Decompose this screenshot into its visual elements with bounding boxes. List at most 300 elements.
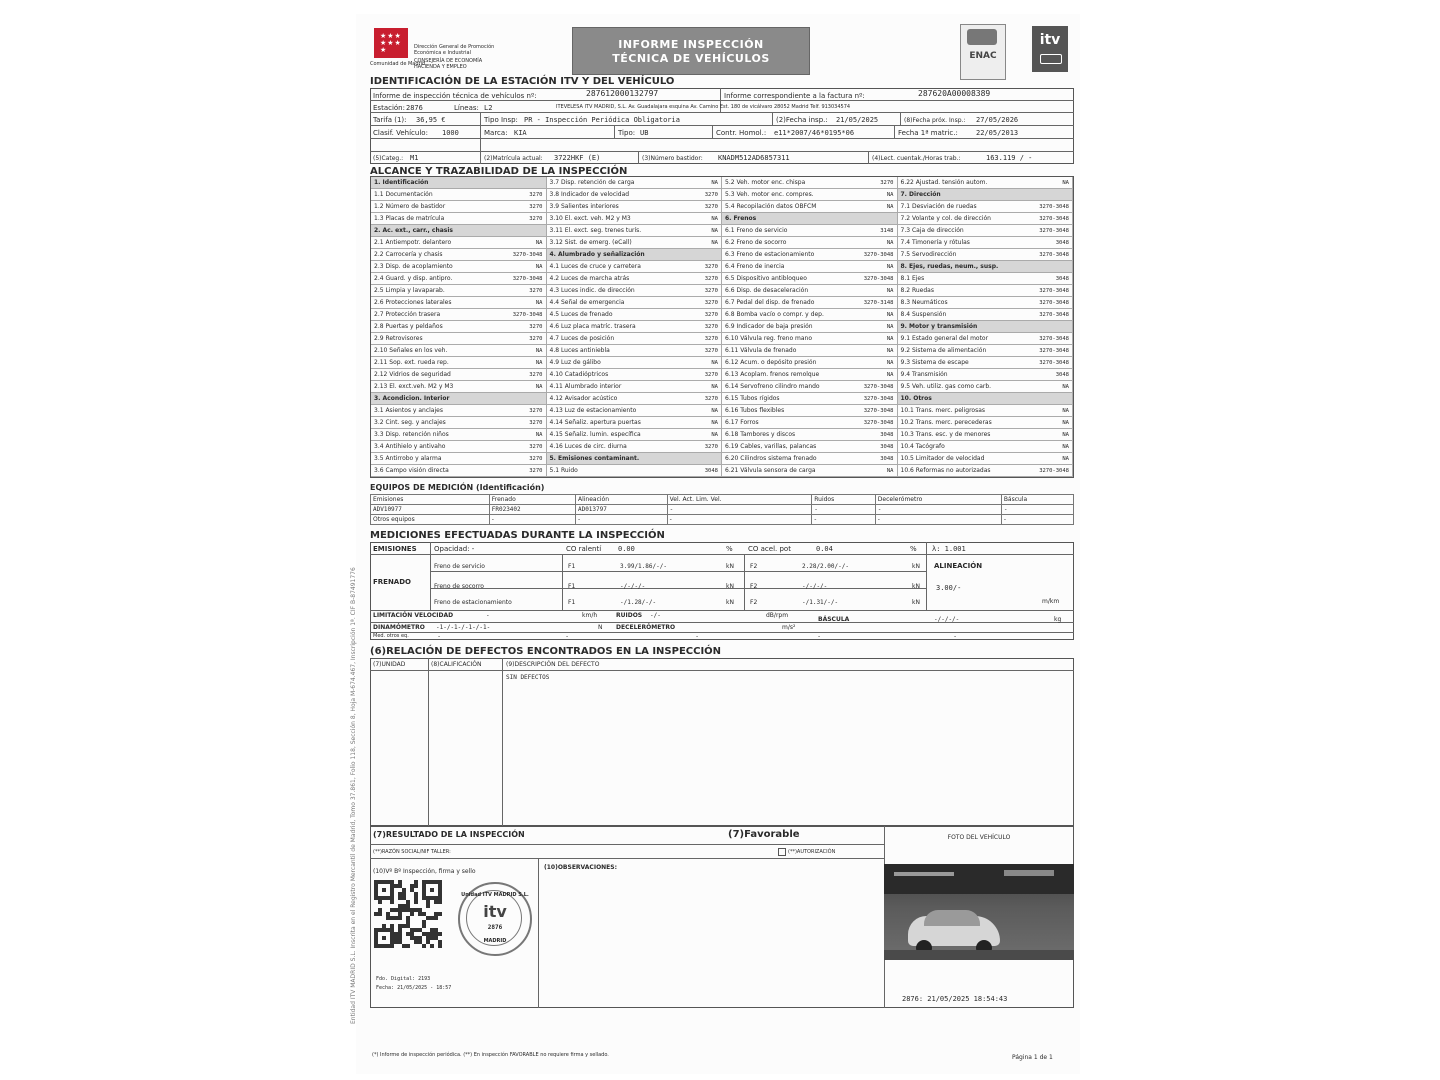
inspection-item-value: 3048 bbox=[1055, 275, 1069, 282]
inspection-item-label: 6.19 Cables, varillas, palancas bbox=[725, 443, 817, 450]
inspection-item-value: 3048 bbox=[704, 467, 718, 474]
inspection-item bbox=[722, 465, 898, 477]
inspection-item-value: NA bbox=[711, 383, 718, 390]
alineacion-label: ALINEACIÓN bbox=[934, 562, 983, 570]
inspection-item-label: 4.1 Luces de cruce y carretera bbox=[549, 263, 641, 270]
inspection-item-value: NA bbox=[886, 467, 894, 474]
inspection-item-label: 10.4 Tacógrafo bbox=[900, 443, 945, 450]
inspection-item-label: 10.3 Trans. esc. y de menores bbox=[900, 431, 991, 438]
inspection-item bbox=[898, 429, 1074, 441]
lineas-value: L2 bbox=[484, 104, 493, 112]
equipos-header: Decelerómetro bbox=[875, 495, 1001, 505]
otros-equipos-value: - bbox=[575, 515, 667, 525]
inspection-item bbox=[547, 213, 723, 225]
banner-title-line-2: TÉCNICA DE VEHÍCULOS bbox=[612, 52, 770, 65]
freno-estacionamiento-label: Freno de estacionamiento bbox=[434, 599, 512, 606]
lineas-label: Líneas: bbox=[454, 104, 479, 112]
inspection-item bbox=[371, 333, 547, 345]
razon-social-label: (**)RAZÓN SOCIAL/NIF TALLER: bbox=[373, 849, 451, 855]
itv-seal-icon bbox=[458, 882, 532, 956]
inspection-item bbox=[547, 405, 723, 417]
tipo-insp-value: PR - Inspección Periódica Obligatoria bbox=[524, 116, 680, 124]
ruidos-value: -/- bbox=[650, 612, 661, 619]
inspection-item-label: 6.6 Disp. de desaceleración bbox=[725, 287, 809, 294]
otros-equipos-value: - bbox=[667, 515, 812, 525]
inspection-item bbox=[898, 285, 1074, 297]
left-org-line-1: Dirección General de Promoción bbox=[414, 44, 495, 50]
id-section-title: IDENTIFICACIÓN DE LA ESTACIÓN ITV Y DEL VEHÍCULO bbox=[370, 76, 675, 87]
inspection-item-value: 3270-3048 bbox=[863, 383, 894, 390]
inspection-item bbox=[898, 177, 1074, 189]
inspection-item bbox=[722, 381, 898, 393]
equipos-value: - bbox=[667, 505, 812, 515]
bastidor-label: (3)Número bastidor: bbox=[642, 155, 703, 162]
inspection-item-label: 7.4 Timonería y rótulas bbox=[900, 239, 970, 246]
matricula-value: 3722HKF (E) bbox=[554, 154, 601, 162]
co-ralenti-label: CO ralentí bbox=[566, 545, 602, 553]
inspection-item-value: 3270-3048 bbox=[1039, 359, 1069, 366]
inspection-item bbox=[722, 297, 898, 309]
inspection-item-label: 6.22 Ajustad. tensión autom. bbox=[900, 179, 988, 186]
inspection-item bbox=[371, 357, 547, 369]
inspection-item-value: 3270-3048 bbox=[512, 275, 543, 282]
f1-label: F1 bbox=[568, 599, 576, 606]
inspection-item bbox=[898, 345, 1074, 357]
defectos-col-unidad: (7)UNIDAD bbox=[373, 661, 406, 668]
dinamometro-label: DINAMÓMETRO bbox=[373, 624, 425, 631]
inspection-item bbox=[722, 309, 898, 321]
inspection-item-value: 3270 bbox=[704, 335, 718, 342]
inspection-item-label: 6.21 Válvula sensora de carga bbox=[725, 467, 816, 474]
med-otros-label: Med. otros eq. bbox=[373, 633, 409, 639]
fecha-prox-label: (8)Fecha próx. Insp.: bbox=[904, 117, 966, 124]
ruidos-label: RUIDOS bbox=[616, 612, 643, 619]
freno-estacion-f2: -/1.31/-/- bbox=[802, 599, 839, 606]
inspection-item-value: 3270 bbox=[704, 395, 718, 402]
inspection-item-label: 10.6 Reformas no autorizadas bbox=[900, 467, 991, 474]
inspection-item bbox=[547, 261, 723, 273]
inspection-item-value: 3270 bbox=[529, 443, 543, 450]
inspection-item bbox=[547, 369, 723, 381]
inspection-item-label: 6.8 Bomba vacío o compr. y dep. bbox=[725, 311, 824, 318]
inspection-item bbox=[547, 321, 723, 333]
inspection-item bbox=[898, 465, 1074, 477]
inspection-item-label: 2.8 Puertas y peldaños bbox=[374, 323, 443, 330]
inspection-item-label: 4.11 Alumbrado interior bbox=[549, 383, 622, 390]
tipo-veh-value: UB bbox=[640, 129, 649, 137]
inspection-item-value: 3270-3048 bbox=[863, 251, 894, 258]
inspection-item-value: 3270 bbox=[704, 287, 718, 294]
inspection-item-label: 2.13 El. exct.veh. M2 y M3 bbox=[374, 383, 454, 390]
tipo-insp-label: Tipo Insp: bbox=[484, 116, 518, 124]
lect-value: 163.119 / - bbox=[986, 154, 1033, 162]
equipos-header: Alineación bbox=[575, 495, 667, 505]
inspection-item-label: 6.17 Forros bbox=[725, 419, 759, 426]
firma-label: (10)Vº Bº Inspección, firma y sello bbox=[373, 868, 476, 875]
inspection-item-label: 6.18 Tambores y discos bbox=[725, 431, 796, 438]
inspection-item bbox=[898, 225, 1074, 237]
inspection-item-value: 3048 bbox=[880, 455, 894, 462]
inspection-item-value: NA bbox=[535, 299, 543, 306]
alcance-grid bbox=[370, 176, 1074, 478]
dinamometro-unit: N bbox=[598, 624, 603, 631]
inspection-item-label: 2.9 Retrovisores bbox=[374, 335, 423, 342]
inspection-item-value: NA bbox=[886, 347, 894, 354]
inspection-item-label: 3.4 Antihielo y antivaho bbox=[374, 443, 446, 450]
inspection-item-value: 3270 bbox=[704, 323, 718, 330]
inspection-item-label: 9. Motor y transmisión bbox=[900, 323, 978, 330]
inspection-item bbox=[898, 453, 1074, 465]
inspection-item-label: 4.9 Luz de gálibo bbox=[549, 359, 601, 366]
inspection-item-value: 3270 bbox=[704, 311, 718, 318]
inspection-item-label: 3.12 Sist. de emerg. (eCall) bbox=[549, 239, 632, 246]
inspection-item-label: 8.1 Ejes bbox=[900, 275, 925, 282]
inspection-item-label: 6.20 Cilindros sistema frenado bbox=[725, 455, 817, 462]
inspection-item-value: NA bbox=[886, 311, 894, 318]
factura-label: Informe correspondiente a la factura nº: bbox=[724, 92, 865, 100]
inspection-item bbox=[371, 177, 547, 189]
qr-code-icon bbox=[374, 880, 442, 948]
inspection-item-label: 3.7 Disp. retención de carga bbox=[549, 179, 635, 186]
inspection-item-label: 2. Ac. ext., carr., chasis bbox=[374, 227, 453, 234]
co-ralenti-value: 0.00 bbox=[618, 545, 635, 553]
bascula-value: -/-/-/- bbox=[934, 616, 960, 623]
inspection-item-label: 3.11 El. exct. seg. trenes turís. bbox=[549, 227, 642, 234]
inspection-item bbox=[371, 417, 547, 429]
inspection-item bbox=[547, 285, 723, 297]
inspection-item-label: 2.6 Protecciones laterales bbox=[374, 299, 452, 306]
banner-title-line-1: INFORME INSPECCIÓN bbox=[618, 38, 764, 51]
inspection-item-value: 3270-3048 bbox=[1039, 251, 1069, 258]
lambda-value: λ: 1.001 bbox=[932, 545, 966, 553]
inspection-item-label: 3. Acondicion. Interior bbox=[374, 395, 450, 402]
emisiones-label: EMISIONES bbox=[373, 545, 417, 553]
inspection-item-label: 3.6 Campo visión directa bbox=[374, 467, 449, 474]
inspection-item-label: 4.10 Catadióptricos bbox=[549, 371, 609, 378]
inspection-item bbox=[722, 285, 898, 297]
registry-side-text: Entidad ITV MADRID S.L. Inscrita en el Registro Mercantil de Madrid, Tomo 37.861, Folio 118, Sección 8, Hoja M-674.467, Inscripción 1ª. CIF B-87491776 bbox=[350, 567, 357, 1024]
inspection-item bbox=[898, 369, 1074, 381]
inspection-item-label: 5.4 Recopilación datos OBFCM bbox=[725, 203, 817, 210]
tipo-veh-label: Tipo: bbox=[618, 129, 636, 137]
inspection-item-label: 7.5 Servodirección bbox=[900, 251, 957, 258]
inspection-item bbox=[722, 417, 898, 429]
inspection-item bbox=[547, 441, 723, 453]
ruidos-unit: dB/rpm bbox=[766, 612, 789, 619]
kn-unit: kN bbox=[726, 583, 734, 590]
inspection-item bbox=[547, 345, 723, 357]
inspection-item bbox=[722, 357, 898, 369]
freno-socorro-f2: -/-/-/- bbox=[802, 583, 828, 590]
enac-text: ENAC bbox=[969, 51, 997, 61]
inspection-item bbox=[898, 213, 1074, 225]
inspection-item bbox=[547, 465, 723, 477]
inspection-item bbox=[898, 357, 1074, 369]
inspection-item-label: 4.16 Luces de circ. diurna bbox=[549, 443, 627, 450]
co-ralenti-unit: % bbox=[726, 545, 733, 553]
inspection-item bbox=[722, 273, 898, 285]
inspection-item-label: 6.3 Freno de estacionamiento bbox=[725, 251, 815, 258]
inspection-item-value: 3270-3048 bbox=[863, 407, 894, 414]
inspection-item-label: 3.10 El. exct. veh. M2 y M3 bbox=[549, 215, 631, 222]
inspection-item-value: NA bbox=[535, 239, 543, 246]
inspection-item-value: NA bbox=[711, 215, 718, 222]
inspection-item-value: NA bbox=[711, 431, 718, 438]
kn-unit: kN bbox=[726, 563, 734, 570]
inspection-item-label: 6. Frenos bbox=[725, 215, 757, 222]
inspection-item-label: 2.3 Disp. de acoplamiento bbox=[374, 263, 453, 270]
inspection-item-value: NA bbox=[711, 227, 718, 234]
inspection-item bbox=[898, 333, 1074, 345]
inspection-item-value: 3270 bbox=[529, 287, 543, 294]
clasif-value: 1000 bbox=[442, 129, 459, 137]
freno-servicio-f1: 3.99/1.86/-/- bbox=[620, 563, 667, 570]
inspection-item-value: 3270 bbox=[529, 407, 543, 414]
inspection-item-value: NA bbox=[1062, 383, 1069, 390]
inspection-item-label: 6.14 Servofreno cilindro mando bbox=[725, 383, 820, 390]
seal-itv-text: itv bbox=[483, 902, 507, 921]
inspection-item bbox=[371, 345, 547, 357]
inspection-item bbox=[547, 273, 723, 285]
inspection-item bbox=[898, 381, 1074, 393]
inspection-item-label: 4.14 Señaliz. apertura puertas bbox=[549, 419, 641, 426]
inspection-item-label: 6.13 Acoplam. frenos remolque bbox=[725, 371, 820, 378]
inspection-item-value: 3270 bbox=[704, 191, 718, 198]
defectos-row-text: SIN DEFECTOS bbox=[506, 674, 550, 681]
inspection-item-label: 1.2 Número de bastidor bbox=[374, 203, 446, 210]
otros-equipos-value: - bbox=[489, 515, 575, 525]
left-org-line-3: CONSEJERÍA DE ECONOMÍA bbox=[414, 58, 483, 64]
firma-digital-text: Fdo. Digital: 2193 bbox=[376, 976, 431, 982]
kn-unit: kN bbox=[726, 599, 734, 606]
inspection-item-label: 4.12 Avisador acústico bbox=[549, 395, 618, 402]
otros-equipos-value: - bbox=[875, 515, 1001, 525]
inspection-item bbox=[371, 261, 547, 273]
inspection-item-value: 3270 bbox=[529, 455, 543, 462]
tarifa-value: 36,95 € bbox=[416, 116, 446, 124]
inspection-item-value: NA bbox=[711, 419, 718, 426]
itv-logo-text: itv bbox=[1039, 32, 1061, 48]
med-otros-value: - bbox=[696, 633, 699, 640]
inspection-item bbox=[371, 213, 547, 225]
inspection-item bbox=[371, 321, 547, 333]
inspection-item-label: 4.5 Luces de frenado bbox=[549, 311, 613, 318]
inspection-item-label: 6.4 Freno de inercia bbox=[725, 263, 785, 270]
inspection-item-value: 3270-3048 bbox=[863, 395, 894, 402]
inspection-item bbox=[898, 417, 1074, 429]
inspection-item bbox=[547, 429, 723, 441]
inspection-item-label: 7.3 Caja de dirección bbox=[900, 227, 964, 234]
limitacion-value: - bbox=[486, 612, 490, 619]
inspection-item-label: 3.2 Cint. seg. y anclajes bbox=[374, 419, 446, 426]
inspection-item-value: NA bbox=[886, 371, 894, 378]
inspection-item bbox=[371, 189, 547, 201]
left-org-line-4: HACIENDA Y EMPLEO bbox=[414, 64, 467, 70]
inspection-item-label: 3.1 Asientos y anclajes bbox=[374, 407, 443, 414]
decelerometro-unit: m/s² bbox=[782, 624, 796, 631]
inspection-item-label: 9.3 Sistema de escape bbox=[900, 359, 969, 366]
inspection-item-label: 1. Identificación bbox=[374, 179, 429, 186]
freno-socorro-label: Freno de socorro bbox=[434, 583, 484, 590]
comunidad-madrid-logo: ★★★ ★★★ ★ bbox=[374, 28, 408, 58]
inspection-item-value: 3270 bbox=[704, 263, 718, 270]
fecha-matric-label: Fecha 1ª matric.: bbox=[898, 129, 958, 137]
inspection-report-page bbox=[350, 14, 1080, 1074]
equipos-header: Frenado bbox=[489, 495, 575, 505]
inspection-item-label: 8.3 Neumáticos bbox=[900, 299, 948, 306]
inspection-item-label: 10.1 Trans. merc. peligrosas bbox=[900, 407, 985, 414]
equipos-header: Vel. Act. Lim. Vel. bbox=[667, 495, 812, 505]
inspection-item-value: 3270 bbox=[704, 347, 718, 354]
inspection-item-label: 10. Otros bbox=[900, 395, 932, 402]
inspection-item-value: 3048 bbox=[1055, 239, 1069, 246]
dinamometro-value: -1-/-1-/-1-/-1- bbox=[436, 624, 491, 631]
empresa-text: ITEVELESA ITV MADRID, S.L. Av. Guadalajara esquina Av. Camino Est. 180 de vicálvaro 28052 Madrid Telf. 913034574 bbox=[556, 104, 851, 110]
equipos-value: AD013797 bbox=[575, 505, 667, 515]
inspection-item bbox=[371, 429, 547, 441]
inspection-item-value: NA bbox=[711, 359, 718, 366]
inspection-item-label: 2.7 Protección trasera bbox=[374, 311, 441, 318]
inspection-item bbox=[898, 309, 1074, 321]
opacidad-text: Opacidad: - bbox=[434, 545, 475, 553]
kn-unit: kN bbox=[912, 563, 920, 570]
seal-bottom-text: MADRID bbox=[483, 938, 507, 944]
inspection-item bbox=[722, 177, 898, 189]
inspection-item bbox=[722, 225, 898, 237]
f2-label: F2 bbox=[750, 583, 758, 590]
inspection-item-label: 2.2 Carrocería y chasis bbox=[374, 251, 443, 258]
f2-label: F2 bbox=[750, 563, 758, 570]
inspection-item-label: 6.12 Acum. o depósito presión bbox=[725, 359, 817, 366]
inspection-item-label: 8. Ejes, ruedas, neum., susp. bbox=[900, 263, 999, 270]
inspection-item-value: NA bbox=[886, 191, 894, 198]
inspection-item-label: 9.2 Sistema de alimentación bbox=[900, 347, 987, 354]
inspection-item-value: 3270-3048 bbox=[1039, 467, 1069, 474]
inspection-item-value: 3270 bbox=[529, 323, 543, 330]
inspection-item-value: 3270-3048 bbox=[512, 251, 543, 258]
inspection-item-label: 3.5 Antirrobo y alarma bbox=[374, 455, 442, 462]
defectos-box bbox=[370, 658, 1074, 826]
inspection-item bbox=[547, 333, 723, 345]
inspection-item-value: NA bbox=[1062, 455, 1069, 462]
inspection-item bbox=[722, 249, 898, 261]
equipos-value: - bbox=[875, 505, 1001, 515]
inspection-item-label: 5.2 Veh. motor enc. chispa bbox=[725, 179, 806, 186]
inspection-item-value: NA bbox=[535, 347, 543, 354]
inspection-item bbox=[898, 441, 1074, 453]
inspection-item bbox=[898, 249, 1074, 261]
inspection-item bbox=[547, 309, 723, 321]
fecha-insp-value: 21/05/2025 bbox=[836, 116, 879, 124]
inspection-item bbox=[722, 213, 898, 225]
co-acel-unit: % bbox=[910, 545, 917, 553]
inspection-item-label: 6.11 Válvula de frenado bbox=[725, 347, 797, 354]
inspection-item bbox=[898, 273, 1074, 285]
inspection-item-value: NA bbox=[711, 179, 718, 186]
inspection-item-label: 6.7 Pedal del disp. de frenado bbox=[725, 299, 815, 306]
inspection-item-label: 4.4 Señal de emergencia bbox=[549, 299, 625, 306]
inspection-item-value: 3270-3048 bbox=[1039, 335, 1069, 342]
inspection-item bbox=[547, 417, 723, 429]
med-otros-value: - bbox=[438, 633, 441, 640]
inspection-item bbox=[722, 453, 898, 465]
inspection-item-label: 4. Alumbrado y señalización bbox=[549, 251, 645, 258]
inspection-item-label: 9.4 Transmisión bbox=[900, 371, 948, 378]
contr-homol-label: Contr. Homol.: bbox=[716, 129, 767, 137]
inspection-item bbox=[371, 441, 547, 453]
alineacion-value: 3.00/- bbox=[936, 584, 962, 592]
inspection-item bbox=[898, 297, 1074, 309]
inspection-item bbox=[722, 321, 898, 333]
inspection-item bbox=[722, 369, 898, 381]
left-org-line-2: Económica e Industrial bbox=[414, 50, 471, 56]
freno-servicio-label: Freno de servicio bbox=[434, 563, 485, 570]
marca-label: Marca: bbox=[484, 129, 508, 137]
inspection-item-value: NA bbox=[1062, 431, 1069, 438]
inspection-item-value: 3270-3048 bbox=[1039, 203, 1069, 210]
lect-label: (4)Lect. cuentak./Horas trab.: bbox=[872, 155, 961, 162]
tarifa-label: Tarifa (1): bbox=[373, 116, 407, 124]
bastidor-value: KNADM512AD6857311 bbox=[718, 154, 790, 162]
page-number: Página 1 de 1 bbox=[1012, 1054, 1053, 1061]
bascula-unit: kg bbox=[1054, 616, 1062, 623]
equipos-header: Emisiones bbox=[371, 495, 490, 505]
inspection-item-label: 4.3 Luces indic. de dirección bbox=[549, 287, 635, 294]
inspection-item-label: 3.8 Indicador de velocidad bbox=[549, 191, 630, 198]
inspection-item-label: 3.3 Disp. retención niños bbox=[374, 431, 449, 438]
inspection-item-value: 3270 bbox=[529, 467, 543, 474]
inspection-item bbox=[371, 273, 547, 285]
bascula-label: BÁSCULA bbox=[818, 616, 850, 623]
med-otros-value: - bbox=[954, 633, 957, 640]
footer-note: (*) Informe de inspección periódica. (**) En inspección FAVORABLE no requiere firma y sellado. bbox=[372, 1052, 609, 1058]
inspection-item-value: 3270-3048 bbox=[1039, 227, 1069, 234]
inspection-item bbox=[722, 441, 898, 453]
f2-label: F2 bbox=[750, 599, 758, 606]
otros-equipos-label: Otros equipos bbox=[371, 515, 490, 525]
inspection-item-value: 3270-3048 bbox=[512, 311, 543, 318]
inspection-item bbox=[898, 201, 1074, 213]
f1-label: F1 bbox=[568, 583, 576, 590]
resultado-value: (7)Favorable bbox=[728, 829, 800, 840]
inspection-item-value: 3270 bbox=[529, 215, 543, 222]
inspection-item bbox=[547, 381, 723, 393]
inspection-item-value: 3048 bbox=[880, 443, 894, 450]
limitacion-unit: km/h bbox=[582, 612, 598, 619]
autorizacion-label: (**)AUTORIZACIÓN bbox=[788, 849, 836, 855]
inspection-item bbox=[547, 189, 723, 201]
inspection-item bbox=[898, 393, 1074, 405]
categ-value: M1 bbox=[410, 154, 419, 162]
inspection-item bbox=[547, 357, 723, 369]
inspection-item-label: 10.5 Limitador de velocidad bbox=[900, 455, 985, 462]
inspection-item bbox=[722, 261, 898, 273]
inspection-item-label: 9.5 Veh. utiliz. gas como carb. bbox=[900, 383, 992, 390]
inspection-item-value: NA bbox=[886, 359, 894, 366]
inspection-item-label: 10.2 Trans. merc. perecederas bbox=[900, 419, 992, 426]
f1-label: F1 bbox=[568, 563, 576, 570]
inspection-item-value: NA bbox=[886, 263, 894, 270]
inspection-item-value: NA bbox=[886, 203, 894, 210]
inspection-item-label: 3.9 Salientes interiores bbox=[549, 203, 619, 210]
fecha-matric-value: 22/05/2013 bbox=[976, 129, 1019, 137]
kn-unit: kN bbox=[912, 583, 920, 590]
equipos-table bbox=[370, 494, 1074, 525]
inspection-item-value: 3270-3048 bbox=[1039, 311, 1069, 318]
comunidad-madrid-label: Comunidad de Madrid bbox=[370, 61, 426, 67]
inspection-item bbox=[722, 345, 898, 357]
inspection-item-value: 3270-3048 bbox=[1039, 299, 1069, 306]
